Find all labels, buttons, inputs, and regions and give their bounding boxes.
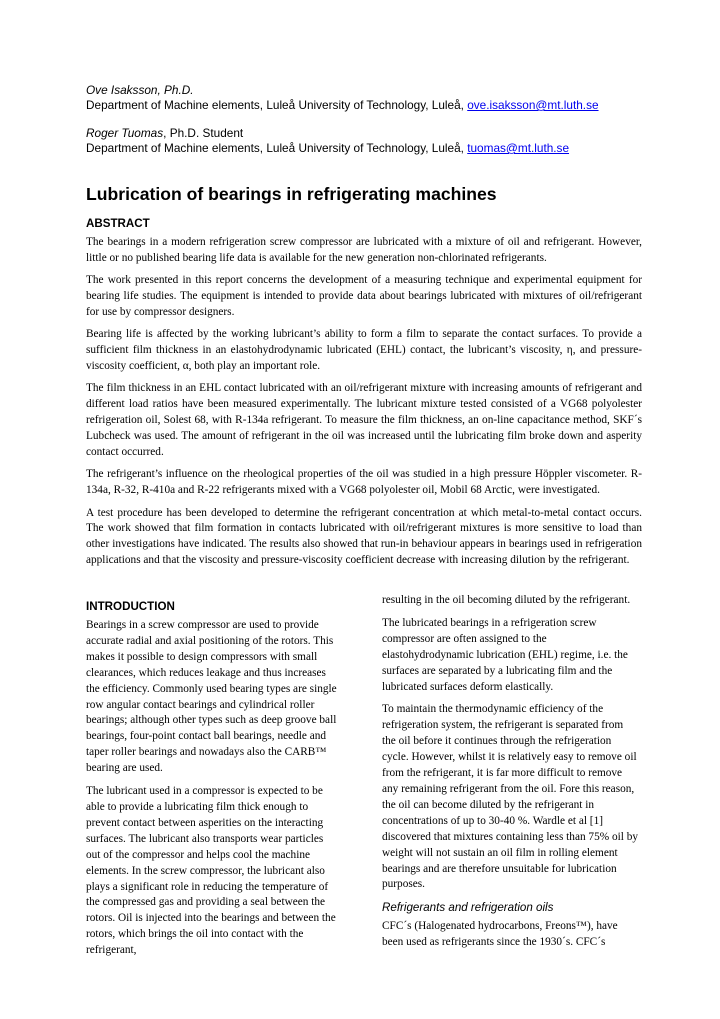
author-block-1 [86, 83, 599, 113]
abstract-paragraph: Bearing life is affected by the working lubricant’s ability to form a film to separate the contact surfaces. To provide a sufficient film thickness in an elastohydrodynamic lubricated (EHL) contact, the lubricant’s viscosity, η, and pressure-viscosity coefficient, α, both play an important role. [86, 328, 642, 373]
author-email-link[interactable]: tuomas@mt.luth.se [467, 141, 570, 155]
author-email-link[interactable]: ove.isaksson@mt.luth.se [467, 98, 599, 112]
abstract-paragraph: A test procedure has been developed to determine the refrigerant concentration at which metal-to-metal contact occurs. The work showed that film formation in contacts lubricated with oil/refrigerant mixtures is more sensitive to load than other investigations have indicated. The results also showed that run-in behaviour appears in bearings used in refrigeration applications and that the viscosity and pressure-viscosity coefficient decrease with increasing dilution by the refrigerant. [86, 506, 642, 567]
author-affiliation: Department of Machine elements, Luleå University of Technology, Luleå, [86, 141, 464, 155]
body-paragraph: The lubricant used in a compressor is expected to be able to provide a lubricating film thick enough to prevent contact between asperities on the interacting surfaces. The lubricant also transports wear particles out of the compressor and helps cool the machine elements. In the screw compressor, the lubricant also plays a significant role in reducing the temperature of the compressed gas and providing a seal between the rotors. Oil is injected into the bearings and between the rotors, which brings the oil into contact with the refrigerant, [86, 785, 336, 957]
introduction-heading: INTRODUCTION [86, 600, 175, 613]
author-name: Ove Isaksson, Ph.D. [86, 83, 194, 97]
body-paragraph: To maintain the thermodynamic efficiency of the refrigeration system, the refrigerant is separated from the oil before it continues through the refrigeration cycle. However, whilst it is relatively easy to remove oil from the refrigerant, it is far more difficult to remove any remaining refrigerant from the oil. Fore this reason, the oil can become diluted by the refrigerant in concentrations of up to 30-40 %. Wardle et al [1] discovered that mixtures containing less than 75% oil by weight will not sustain an oil film in rolling element bearings and are therefore unsuitable for lubrication purposes. [382, 703, 639, 891]
section-subheading: Refrigerants and refrigeration oils [382, 901, 554, 915]
left-column [86, 618, 338, 966]
abstract-paragraph: The work presented in this report concerns the development of a measuring technique and experimental equipment for bearing life studies. The equipment is intended to provide data about bearings lubricated with mixtures of oil/refrigerant for use by compressor designers. [86, 274, 642, 319]
abstract-paragraph: The bearings in a modern refrigeration screw compressor are lubricated with a mixture of oil and refrigerant. However, little or no published bearing life data is available for the new generation non-chlorinated refrigerants. [86, 236, 642, 264]
body-paragraph: Bearings in a screw compressor are used to provide accurate radial and axial positioning of the rotors. This makes it possible to design compressors with small clearances, which reduces leakage and thus increases the efficiency. Commonly used bearing types are single row angular contact bearings and cylindrical roller bearings; although other types such as deep groove ball bearings, four-point contact ball bearings, needle and taper roller bearings and nowadays also the CARB™ bearing are used. [86, 619, 337, 775]
abstract-paragraph: The refrigerant’s influence on the rheological properties of the oil was studied in a high pressure Höppler viscometer. R-134a, R-32, R-410a and R-22 refrigerants mixed with a VG68 polyolester oil, Mobil 68 Arctic, were investigated. [86, 468, 642, 497]
author-block-2 [86, 126, 569, 156]
author-name: Roger Tuomas [86, 126, 164, 140]
paper-title: Lubrication of bearings in refrigerating machines [86, 184, 497, 204]
body-paragraph: The lubricated bearings in a refrigeration screw compressor are often assigned to the elastohydrodynamic lubrication (EHL) regime, i.e. the surfaces are separated by a lubricating film and the lubricated surfaces deform elastically. [382, 616, 628, 693]
abstract-body [86, 235, 642, 576]
abstract-heading: ABSTRACT [86, 217, 150, 230]
abstract-paragraph: The film thickness in an EHL contact lubricated with an oil/refrigerant mixture with increasing amounts of refrigerant and different load ratios have been measured experimentally. The lubricant mixture tested consisted of a VG68 polyolester refrigeration oil, Solest 68, with R-134a refrigerant. To measure the film thickness, an on-line capacitance method, SKF´s Lubcheck was used. The amount of refrigerant in the oil was increased until the lubricating film broke down and asperity contact occurred. [86, 382, 642, 459]
body-paragraph: CFC´s (Halogenated hydrocarbons, Freons™), have been used as refrigerants since the 1930´s. CFC´s [382, 920, 618, 949]
author-affiliation: Department of Machine elements, Luleå University of Technology, Luleå, [86, 98, 464, 112]
right-column [382, 593, 638, 958]
author-role: , Ph.D. Student [163, 126, 244, 140]
body-paragraph: resulting in the oil becoming diluted by the refrigerant. [382, 594, 631, 606]
